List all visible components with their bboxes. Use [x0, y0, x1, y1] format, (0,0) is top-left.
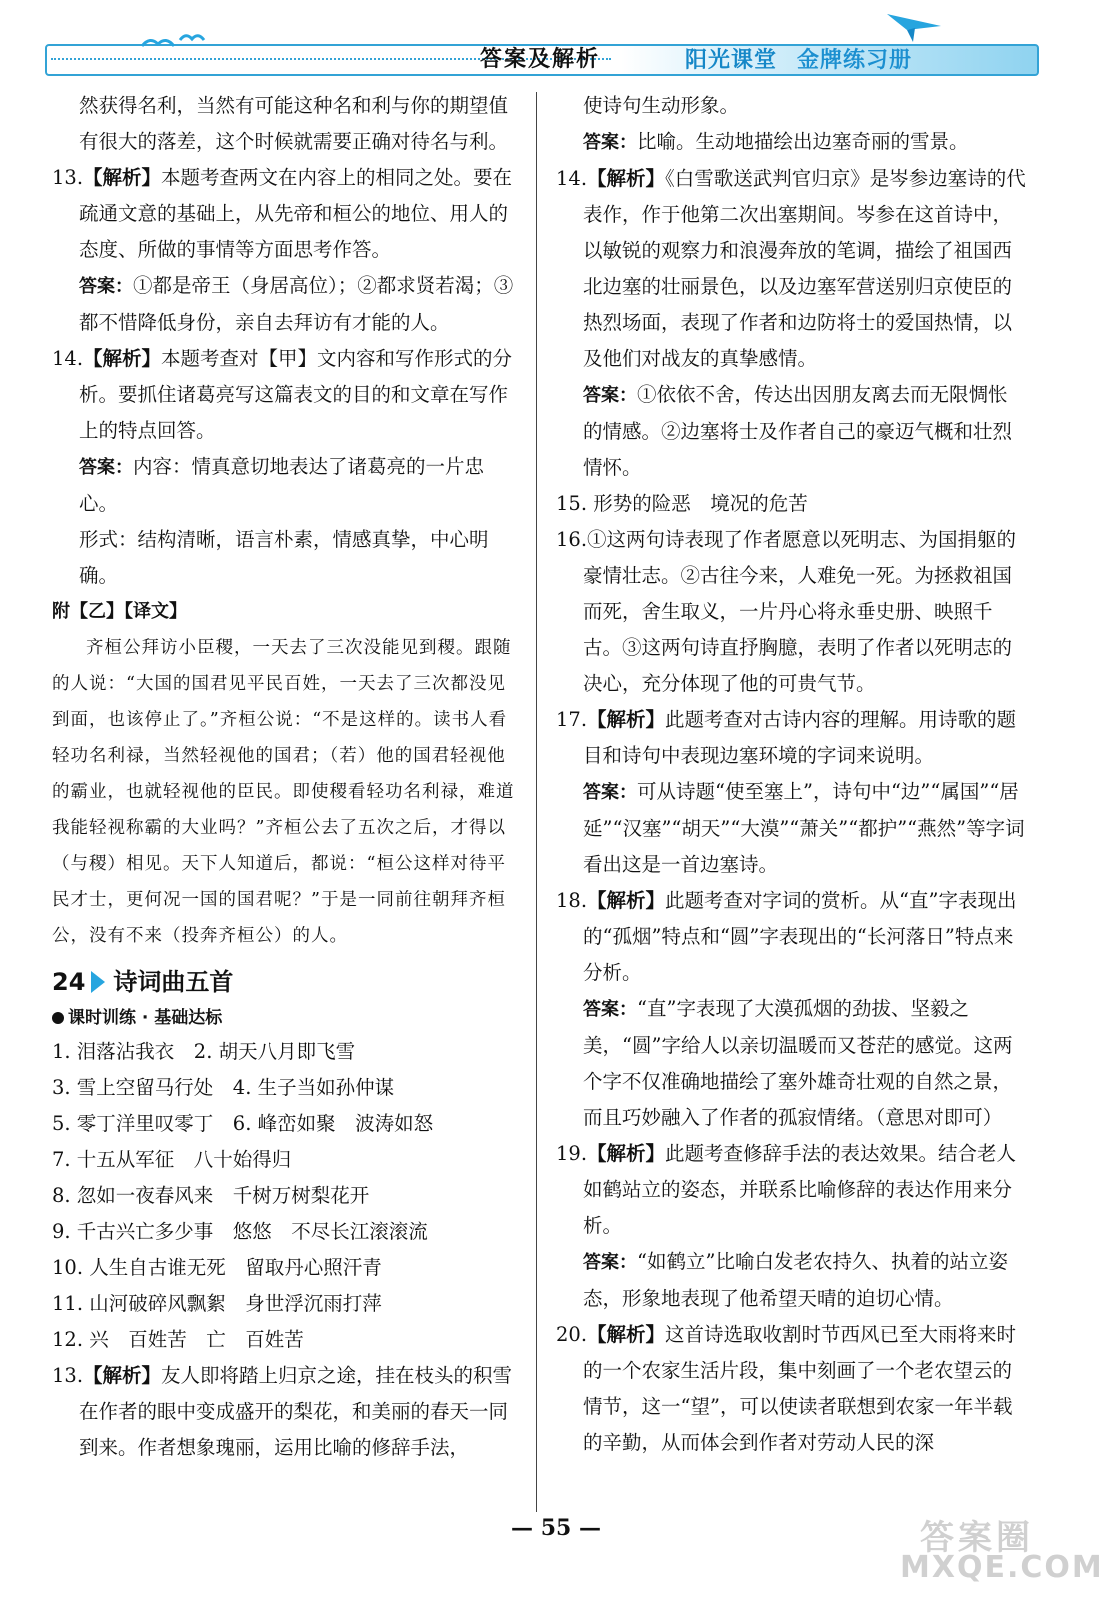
brand-name: 阳光课堂 — [685, 48, 778, 73]
section-number: 24 — [52, 968, 86, 996]
question-13 — [52, 160, 522, 268]
analysis-text: 《白雪歌送武判官归京》是岑参边塞诗的代表作，作于他第二次出塞期间。岑参在这首诗中，以敏锐的观察力和浪漫奔放的笔调，描绘了祖国西北边塞的壮丽景色，以及边塞军营送别归京使臣的热烈场面，表现了作者和边防将士的爱国热情，以及他们对战友的真挚感情。 — [583, 167, 1026, 370]
answer-label: 答案： — [583, 999, 637, 1020]
analysis-text: 此题考查对字词的赏析。从“直”字表现出的“孤烟”特点和“圆”字表现出的“长河落日”特点来分析。 — [583, 889, 1017, 984]
chevron-right-icon — [91, 971, 105, 993]
section-heading — [52, 962, 522, 1002]
paragraph: 然获得名利，当然有可能这种名和利与你的期望值有很大的落差，这个时候就需要正确对待名与利。 — [79, 94, 509, 153]
question-15: 15. 形势的险恶 境况的危苦 — [556, 492, 808, 515]
question-number: 20. — [556, 1323, 588, 1346]
question-number: 18. — [556, 889, 588, 912]
list-item: 11. 山河破碎风飘絮 身世浮沉雨打萍 — [52, 1292, 382, 1315]
answer-label: 答案： — [583, 132, 637, 153]
question-13b — [52, 1358, 522, 1466]
question-number: 16. — [556, 528, 588, 551]
answer-13 — [52, 268, 522, 341]
analysis-tag: 【解析】 — [587, 1142, 666, 1165]
answer-label: 答案： — [583, 385, 637, 406]
analysis-text: 这首诗选取收割时节西风已至大雨将来时的一个农家生活片段，集中刻画了一个老农望云的情节，这一“望”，可以使读者联想到农家一年半载的辛勤，从而体会到作者对劳动人民的深 — [583, 1323, 1017, 1454]
paper-plane-icon — [885, 6, 945, 46]
list-item: 5. 零丁洋里叹零丁 6. 峰峦如聚 波涛如怒 — [52, 1112, 434, 1135]
answer-text: “直”字表现了大漠孤烟的劲拔、坚毅之美，“圆”字给人以亲切温暖而又苍茫的感觉。这两个字不仅准确地描绘了塞外雄奇壮观的自然之景，而且巧妙融入了作者的孤寂情绪。（意思对即可） — [583, 997, 1013, 1129]
answer-17 — [556, 774, 1026, 883]
list-item: 1. 泪落沾我衣 2. 胡天八月即飞雪 — [52, 1040, 356, 1063]
question-number: 14. — [556, 167, 588, 190]
analysis-tag: 【解析】 — [587, 708, 666, 731]
answer-text: 内容：情真意切地表达了诸葛亮的一片忠心。 — [79, 455, 485, 515]
answer-text: ①依依不舍，传达出因朋友离去而无限惆怅的情感。②边塞将士及作者自己的豪迈气概和壮烈情怀。 — [583, 383, 1013, 479]
list-item: 12. 兴 百姓苦 亡 百姓苦 — [52, 1328, 304, 1351]
section-title: 诗词曲五首 — [113, 968, 234, 996]
analysis-tag: 【解析】 — [587, 1323, 666, 1346]
analysis-text: 本题考查对【甲】文内容和写作形式的分析。要抓住诸葛亮写这篇表文的目的和文章在写作上的特点回答。 — [79, 347, 513, 442]
question-14b — [556, 161, 1026, 377]
analysis-text: 本题考查两文在内容上的相同之处。要在疏通文意的基础上，从先帝和桓公的地位、用人的态度、所做的事情等方面思考作答。 — [79, 166, 513, 261]
answer-19 — [556, 1244, 1026, 1317]
answer-text: ①这两句诗表现了作者愿意以死明志、为国捐躯的豪情壮志。②古往今来，人难免一死。为拯救祖国而死，舍生取义，一片丹心将永垂史册、映照千古。③这两句诗直抒胸臆，表明了作者以死明志的决心，充分体现了他的可贵气节。 — [583, 528, 1017, 695]
analysis-text: 此题考查对古诗内容的理解。用诗歌的题目和诗句中表现边塞环境的字词来说明。 — [583, 708, 1017, 767]
page-number: — 55 — — [511, 1515, 601, 1541]
watermark-url: MXQE.COM — [900, 1550, 1104, 1585]
list-item: 9. 千古兴亡多少事 悠悠 不尽长江滚滚流 — [52, 1220, 428, 1243]
question-14 — [52, 341, 522, 449]
analysis-tag: 【解析】 — [587, 889, 666, 912]
analysis-text: 友人即将踏上归京之途，挂在枝头的积雪在作者的眼中变成盛开的梨花，和美丽的春天一同到来。作者想象瑰丽，运用比喻的修辞手法， — [79, 1364, 513, 1459]
page-header — [45, 36, 1035, 76]
list-item: 7. 十五从军征 八十始得归 — [52, 1148, 292, 1171]
birds-icon — [140, 30, 210, 60]
answer-text: 可从诗题“使至塞上”，诗句中“边”“属国”“居延”“汉塞”“胡天”“大漠”“萧关”“都护”“燕然”等字词看出这是一首边塞诗。 — [583, 780, 1025, 876]
question-number: 13. — [52, 1364, 84, 1387]
answer-label: 答案： — [79, 276, 133, 297]
analysis-tag: 【解析】 — [83, 1364, 162, 1387]
question-number: 13. — [52, 166, 84, 189]
right-column — [556, 88, 1026, 1461]
answer-14-form: 形式：结构清晰，语言朴素，情感真挚，中心明确。 — [79, 528, 489, 587]
answer-label: 答案： — [79, 457, 133, 478]
training-label: 课时训练 · 基础达标 — [52, 1002, 522, 1034]
answer-13b — [556, 124, 1026, 161]
bullet-icon — [52, 1012, 64, 1024]
watermark — [900, 1510, 1104, 1590]
analysis-tag: 【解析】 — [83, 166, 162, 189]
answer-18 — [556, 991, 1026, 1136]
question-17 — [556, 702, 1026, 774]
header-brand — [685, 43, 912, 74]
answer-14 — [52, 449, 522, 522]
question-16 — [556, 522, 1026, 702]
answer-label: 答案： — [583, 782, 637, 803]
analysis-tag: 【解析】 — [83, 347, 162, 370]
question-20 — [556, 1317, 1026, 1461]
question-number: 14. — [52, 347, 84, 370]
header-title: 答案及解析 — [480, 47, 601, 72]
analysis-tag: 【解析】 — [587, 167, 666, 190]
answer-label: 答案： — [583, 1252, 637, 1273]
column-divider — [536, 92, 537, 1512]
answer-text: “如鹤立”比喻白发老农持久、执着的站立姿态，形象地表现了他希望天晴的迫切心情。 — [583, 1250, 1008, 1310]
paragraph: 使诗句生动形象。 — [583, 94, 740, 117]
question-number: 17. — [556, 708, 588, 731]
answer-text: 比喻。生动地描绘出边塞奇丽的雪景。 — [637, 130, 969, 153]
answer-text: ①都是帝王（身居高位）；②都求贤若渴；③都不惜降低身份，亲自去拜访有才能的人。 — [79, 274, 514, 334]
answer-list — [52, 1034, 522, 1358]
list-item: 10. 人生自古谁无死 留取丹心照汗青 — [52, 1256, 382, 1279]
translation-body: 齐桓公拜访小臣稷，一天去了三次没能见到稷。跟随的人说：“大国的国君见平民百姓，一天去了三次都没见到面，也该停止了。”齐桓公说：“不是这样的。读书人看轻功名利禄，当然轻视他的国君；（若）他的国君轻视他的霸业，也就轻视他的臣民。即使稷看轻功名利禄，难道我能轻视称霸的大业吗？”齐桓公去了五次之后，才得以（与稷）相见。天下人知道后，都说：“桓公这样对待平民才士，更何况一国的国君呢？”于是一同前往朝拜齐桓公，没有不来（投奔齐桓公）的人。 — [52, 638, 515, 946]
translation-title: 附【乙】【译文】 — [52, 601, 187, 622]
question-number: 19. — [556, 1142, 588, 1165]
brand-subtitle: 金牌练习册 — [797, 48, 913, 73]
watermark-logo: 答案圈 — [920, 1518, 1034, 1558]
answer-14b — [556, 377, 1026, 486]
list-item: 3. 雪上空留马行处 4. 生子当如孙仲谋 — [52, 1076, 395, 1099]
question-18 — [556, 883, 1026, 991]
left-column — [52, 88, 522, 1466]
question-19 — [556, 1136, 1026, 1244]
list-item: 8. 忽如一夜春风来 千树万树梨花开 — [52, 1184, 370, 1207]
analysis-text: 此题考查修辞手法的表达效果。结合老人如鹤站立的姿态，并联系比喻修辞的表达作用来分析。 — [583, 1142, 1017, 1237]
